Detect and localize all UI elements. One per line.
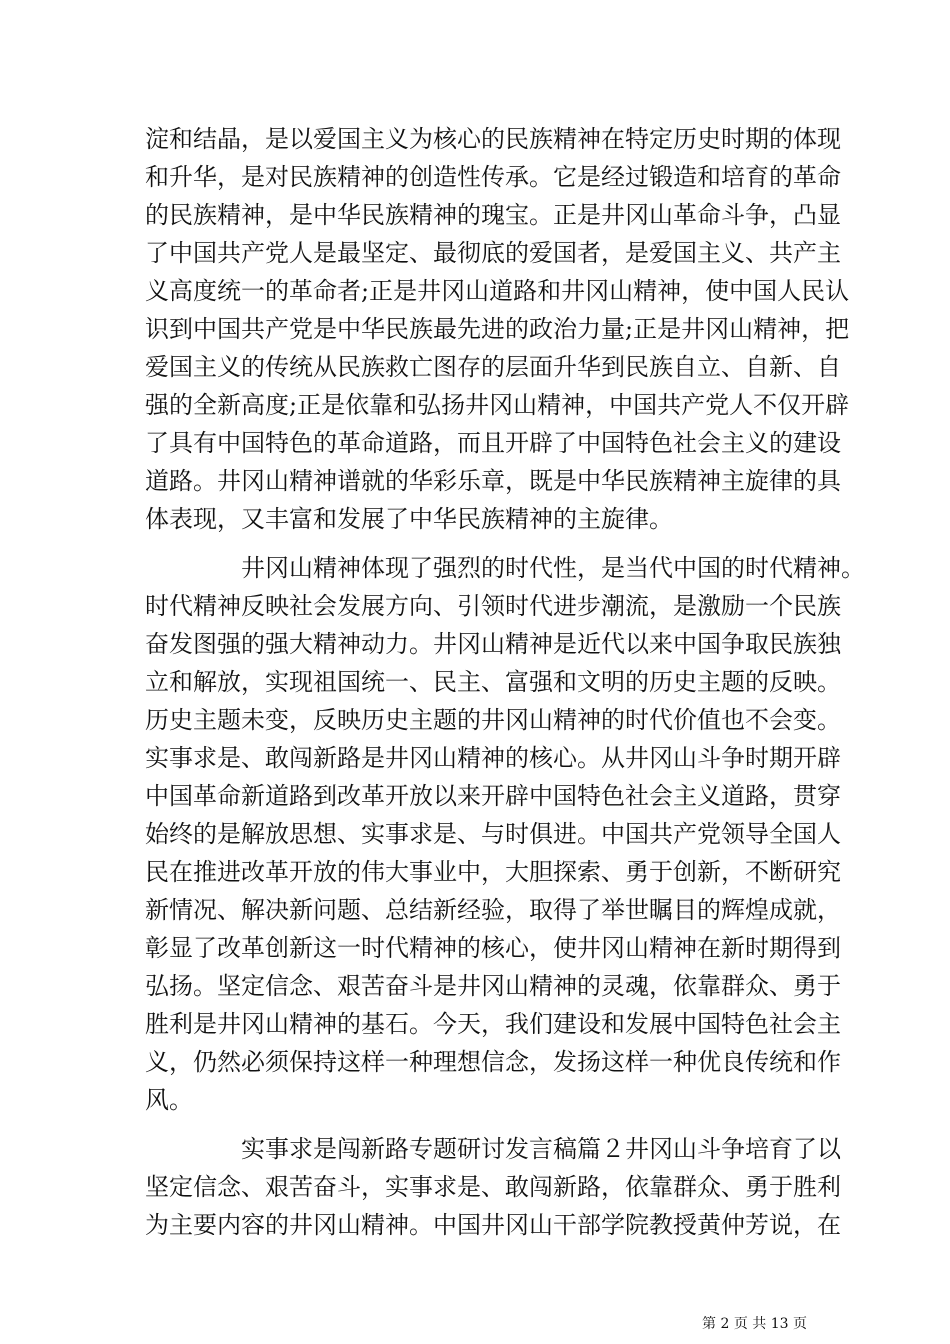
- text-line: 新情况、解决新问题、总结新经验，取得了举世瞩目的辉煌成就，: [145, 896, 841, 924]
- paragraph-gap: [145, 538, 810, 549]
- text-line: 风。: [145, 1086, 193, 1114]
- text-line: 彰显了改革创新这一时代精神的核心，使井冈山精神在新时期得到: [145, 934, 841, 962]
- text-line: 坚定信念、艰苦奋斗，实事求是、敢闯新路，依靠群众、勇于胜利: [145, 1173, 841, 1201]
- text-line: 了中国共产党人是最坚定、最彻底的爱国者，是爱国主义、共产主: [145, 239, 841, 267]
- text-line: 义高度统一的革命者;正是井冈山道路和井冈山精神，使中国人民认: [145, 277, 850, 305]
- text-line: 弘扬。坚定信念、艰苦奋斗是井冈山精神的灵魂，依靠群众、勇于: [145, 972, 841, 1000]
- paragraph: [145, 120, 850, 538]
- text-line: 井冈山精神体现了强烈的时代性，是当代中国的时代精神。: [241, 554, 865, 582]
- text-line: 强的全新高度;正是依靠和弘扬井冈山精神，中国共产党人不仅开辟: [145, 391, 850, 419]
- text-line: 的民族精神，是中华民族精神的瑰宝。正是井冈山革命斗争，凸显: [145, 201, 841, 229]
- text-line: 识到中国共产党是中华民族最先进的政治力量;正是井冈山精神，把: [145, 315, 850, 343]
- text-line: 胜利是井冈山精神的基石。今天，我们建设和发展中国特色社会主: [145, 1010, 841, 1038]
- text-line: 实事求是、敢闯新路是井冈山精神的核心。从井冈山斗争时期开辟: [145, 744, 841, 772]
- text-line: 体表现，又丰富和发展了中华民族精神的主旋律。: [145, 505, 673, 533]
- paragraph: [145, 1130, 841, 1244]
- text-line: 道路。井冈山精神谱就的华彩乐章，既是中华民族精神主旋律的具: [145, 467, 841, 495]
- text-line: 历史主题未变，反映历史主题的井冈山精神的时代价值也不会变。: [145, 706, 841, 734]
- paragraph: [145, 549, 865, 1119]
- text-line: 了具有中国特色的革命道路，而且开辟了中国特色社会主义的建设: [145, 429, 841, 457]
- text-line: 淀和结晶，是以爱国主义为核心的民族精神在特定历史时期的体现: [145, 125, 841, 153]
- text-line: 义，仍然必须保持这样一种理想信念，发扬这样一种优良传统和作: [145, 1048, 841, 1076]
- page-number-footer: 第 2 页 共 13 页: [702, 1316, 807, 1332]
- document-body: [145, 120, 865, 1244]
- text-line: 和升华，是对民族精神的创造性传承。它是经过锻造和培育的革命: [145, 163, 841, 191]
- text-line: 为主要内容的井冈山精神。中国井冈山干部学院教授黄仲芳说，在: [145, 1211, 841, 1239]
- text-line: 奋发图强的强大精神动力。井冈山精神是近代以来中国争取民族独: [145, 630, 841, 658]
- text-line: 始终的是解放思想、实事求是、与时俱进。中国共产党领导全国人: [145, 820, 841, 848]
- text-line: 民在推进改革开放的伟大事业中，大胆探索、勇于创新，不断研究: [145, 858, 841, 886]
- text-line: 实事求是闯新路专题研讨发言稿篇２井冈山斗争培育了以: [241, 1135, 841, 1163]
- text-line: 中国革命新道路到改革开放以来开辟中国特色社会主义道路，贯穿: [145, 782, 841, 810]
- text-line: 爱国主义的传统从民族救亡图存的层面升华到民族自立、自新、自: [145, 353, 841, 381]
- text-line: 时代精神反映社会发展方向、引领时代进步潮流，是激励一个民族: [145, 592, 841, 620]
- text-line: 立和解放，实现祖国统一、民主、富强和文明的历史主题的反映。: [145, 668, 841, 696]
- paragraph-gap: [145, 1119, 810, 1130]
